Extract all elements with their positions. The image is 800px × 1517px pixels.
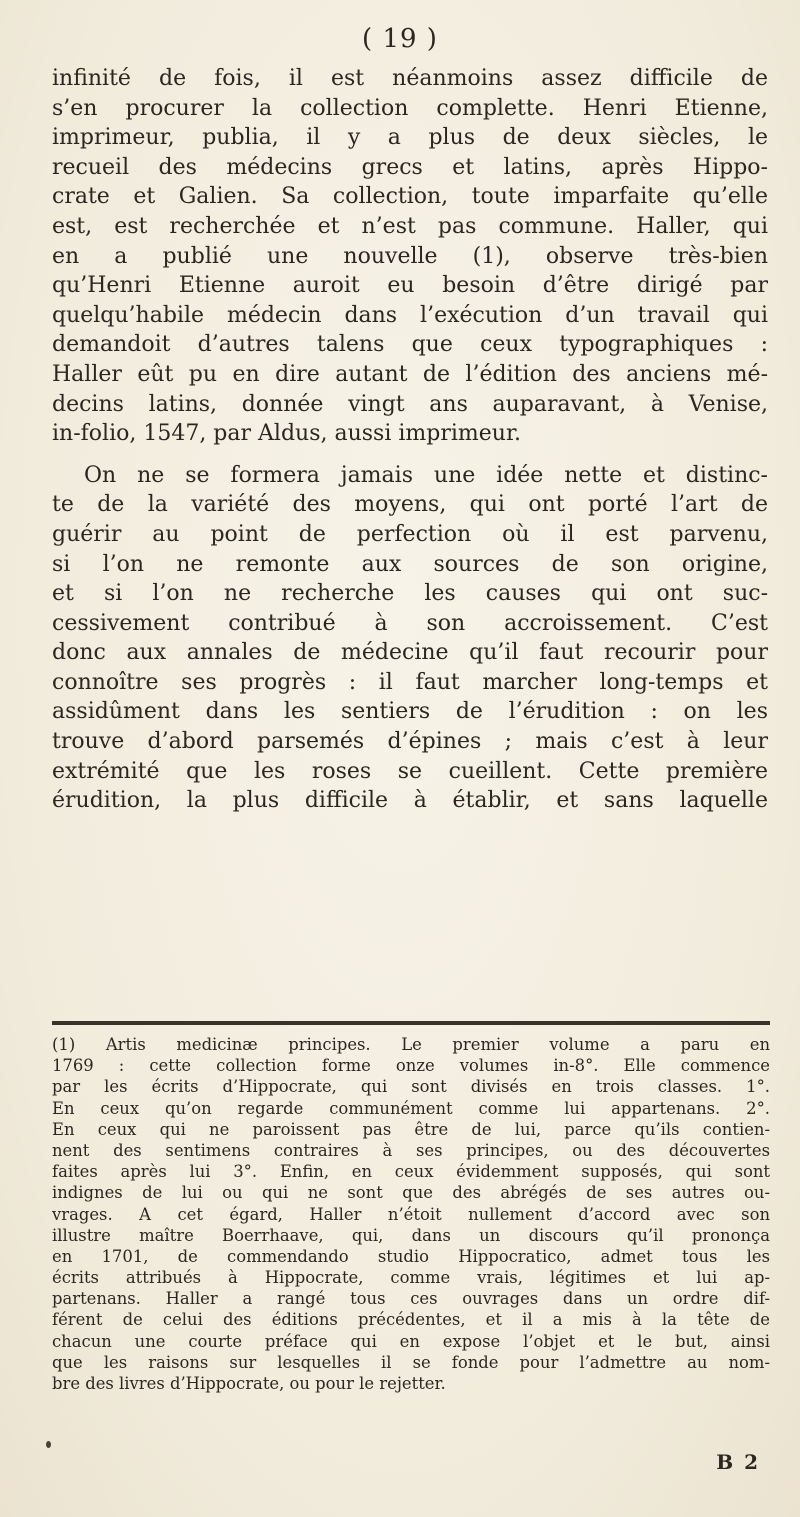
- text-line: decins latins, donnée vingt ans auparavant, à Venise,: [52, 391, 768, 417]
- text-line: qu’Henri Etienne auroit eu besoin d’être dirigé par: [52, 273, 768, 299]
- text-line: en a publié une nouvelle (1), observe très-bien: [52, 243, 768, 269]
- footnote-line: illustre maître Boerrhaave, qui, dans un discours qu’il prononça: [52, 1225, 770, 1245]
- text-line: si l’on ne remonte aux sources de son origine,: [52, 551, 768, 577]
- footnote-line: nent des sentimens contraires à ses principes, ou des découvertes: [52, 1140, 770, 1160]
- paragraph-gap: [52, 449, 768, 461]
- text-line: est, est recherchée et n’est pas commune. Haller, qui: [52, 213, 768, 239]
- text-line: quelqu’habile médecin dans l’exécution d’un travail qui: [52, 302, 768, 328]
- footnote-line: En ceux qui ne paroissent pas être de lui, parce qu’ils contien-: [52, 1119, 770, 1139]
- page-number: ( 19 ): [362, 24, 438, 54]
- footnote-line: que les raisons sur lesquelles il se fonde pour l’admettre au nom-: [52, 1352, 770, 1372]
- text-line: On ne se formera jamais une idée nette et distinc-: [84, 462, 768, 488]
- text-line: crate et Galien. Sa collection, toute imparfaite qu’elle: [52, 184, 768, 210]
- text-line: s’en procurer la collection complette. Henri Etienne,: [52, 95, 768, 121]
- text-line: guérir au point de perfection où il est parvenu,: [52, 521, 768, 547]
- text-line: demandoit d’autres talens que ceux typographiques :: [52, 332, 768, 358]
- footnote-line: (1) Artis medicinæ principes. Le premier volume a paru en: [52, 1035, 770, 1054]
- footnote-line: par les écrits d’Hippocrate, qui sont divisés en trois classes. 1°.: [52, 1077, 770, 1097]
- text-line: imprimeur, publia, il y a plus de deux siècles, le: [52, 125, 768, 151]
- text-line: te de la variété des moyens, qui ont porté l’art de: [52, 492, 768, 518]
- text-line: extrémité que les roses se cueillent. Cette première: [52, 758, 768, 784]
- text-line: et si l’on ne recherche les causes qui ont suc-: [52, 581, 768, 607]
- text-line: in-folio, 1547, par Aldus, aussi imprimeur.: [52, 421, 522, 447]
- text-line: érudition, la plus difficile à établir, et sans laquelle: [52, 788, 768, 814]
- footnote-line: vrages. A cet égard, Haller n’étoit nullement d’accord avec son: [52, 1204, 770, 1224]
- text-line: infinité de fois, il est néanmoins assez difficile de: [52, 66, 768, 91]
- text-line: connoître ses progrès : il faut marcher long-temps et: [52, 669, 768, 695]
- signature-mark: B 2: [716, 1450, 760, 1474]
- footnote-line: férent de celui des éditions précédentes, et il a mis à la tête de: [52, 1310, 770, 1330]
- text-line: trouve d’abord parsemés d’épines ; mais c’est à leur: [52, 729, 768, 755]
- main-text: [52, 64, 768, 816]
- footnote-line: partenans. Haller a rangé tous ces ouvrages dans un ordre dif-: [52, 1289, 770, 1309]
- footnote-line: indignes de lui ou qui ne sont que des abrégés de ses autres ou-: [52, 1183, 770, 1203]
- text-line: assidûment dans les sentiers de l’érudition : on les: [52, 699, 768, 725]
- text-line: Haller eût pu en dire autant de l’édition des anciens mé-: [52, 361, 768, 387]
- footnote-line: bre des livres d’Hippocrate, ou pour le rejetter.: [52, 1374, 446, 1393]
- footnote-line: faites après lui 3°. Enfin, en ceux évidemment supposés, qui sont: [52, 1162, 770, 1182]
- footnote: [52, 1034, 770, 1394]
- footnote-line: chacun une courte préface qui en expose l’objet et le but, ainsi: [52, 1331, 770, 1351]
- text-line: donc aux annales de médecine qu’il faut recourir pour: [52, 640, 768, 666]
- footnote-line: écrits attribués à Hippocrate, comme vrais, légitimes et lui ap-: [52, 1268, 770, 1288]
- footnote-line: En ceux qu’on regarde communément comme lui appartenans. 2°.: [52, 1098, 770, 1118]
- text-line: recueil des médecins grecs et latins, après Hippo-: [52, 154, 768, 180]
- text-line: cessivement contribué à son accroissement. C’est: [52, 610, 768, 636]
- ink-speck: [46, 1441, 51, 1448]
- footnote-rule: [52, 1021, 770, 1025]
- footnote-line: 1769 : cette collection forme onze volumes in-8°. Elle commence: [52, 1056, 770, 1076]
- footnote-line: en 1701, de commendando studio Hippocratico, admet tous les: [52, 1246, 770, 1266]
